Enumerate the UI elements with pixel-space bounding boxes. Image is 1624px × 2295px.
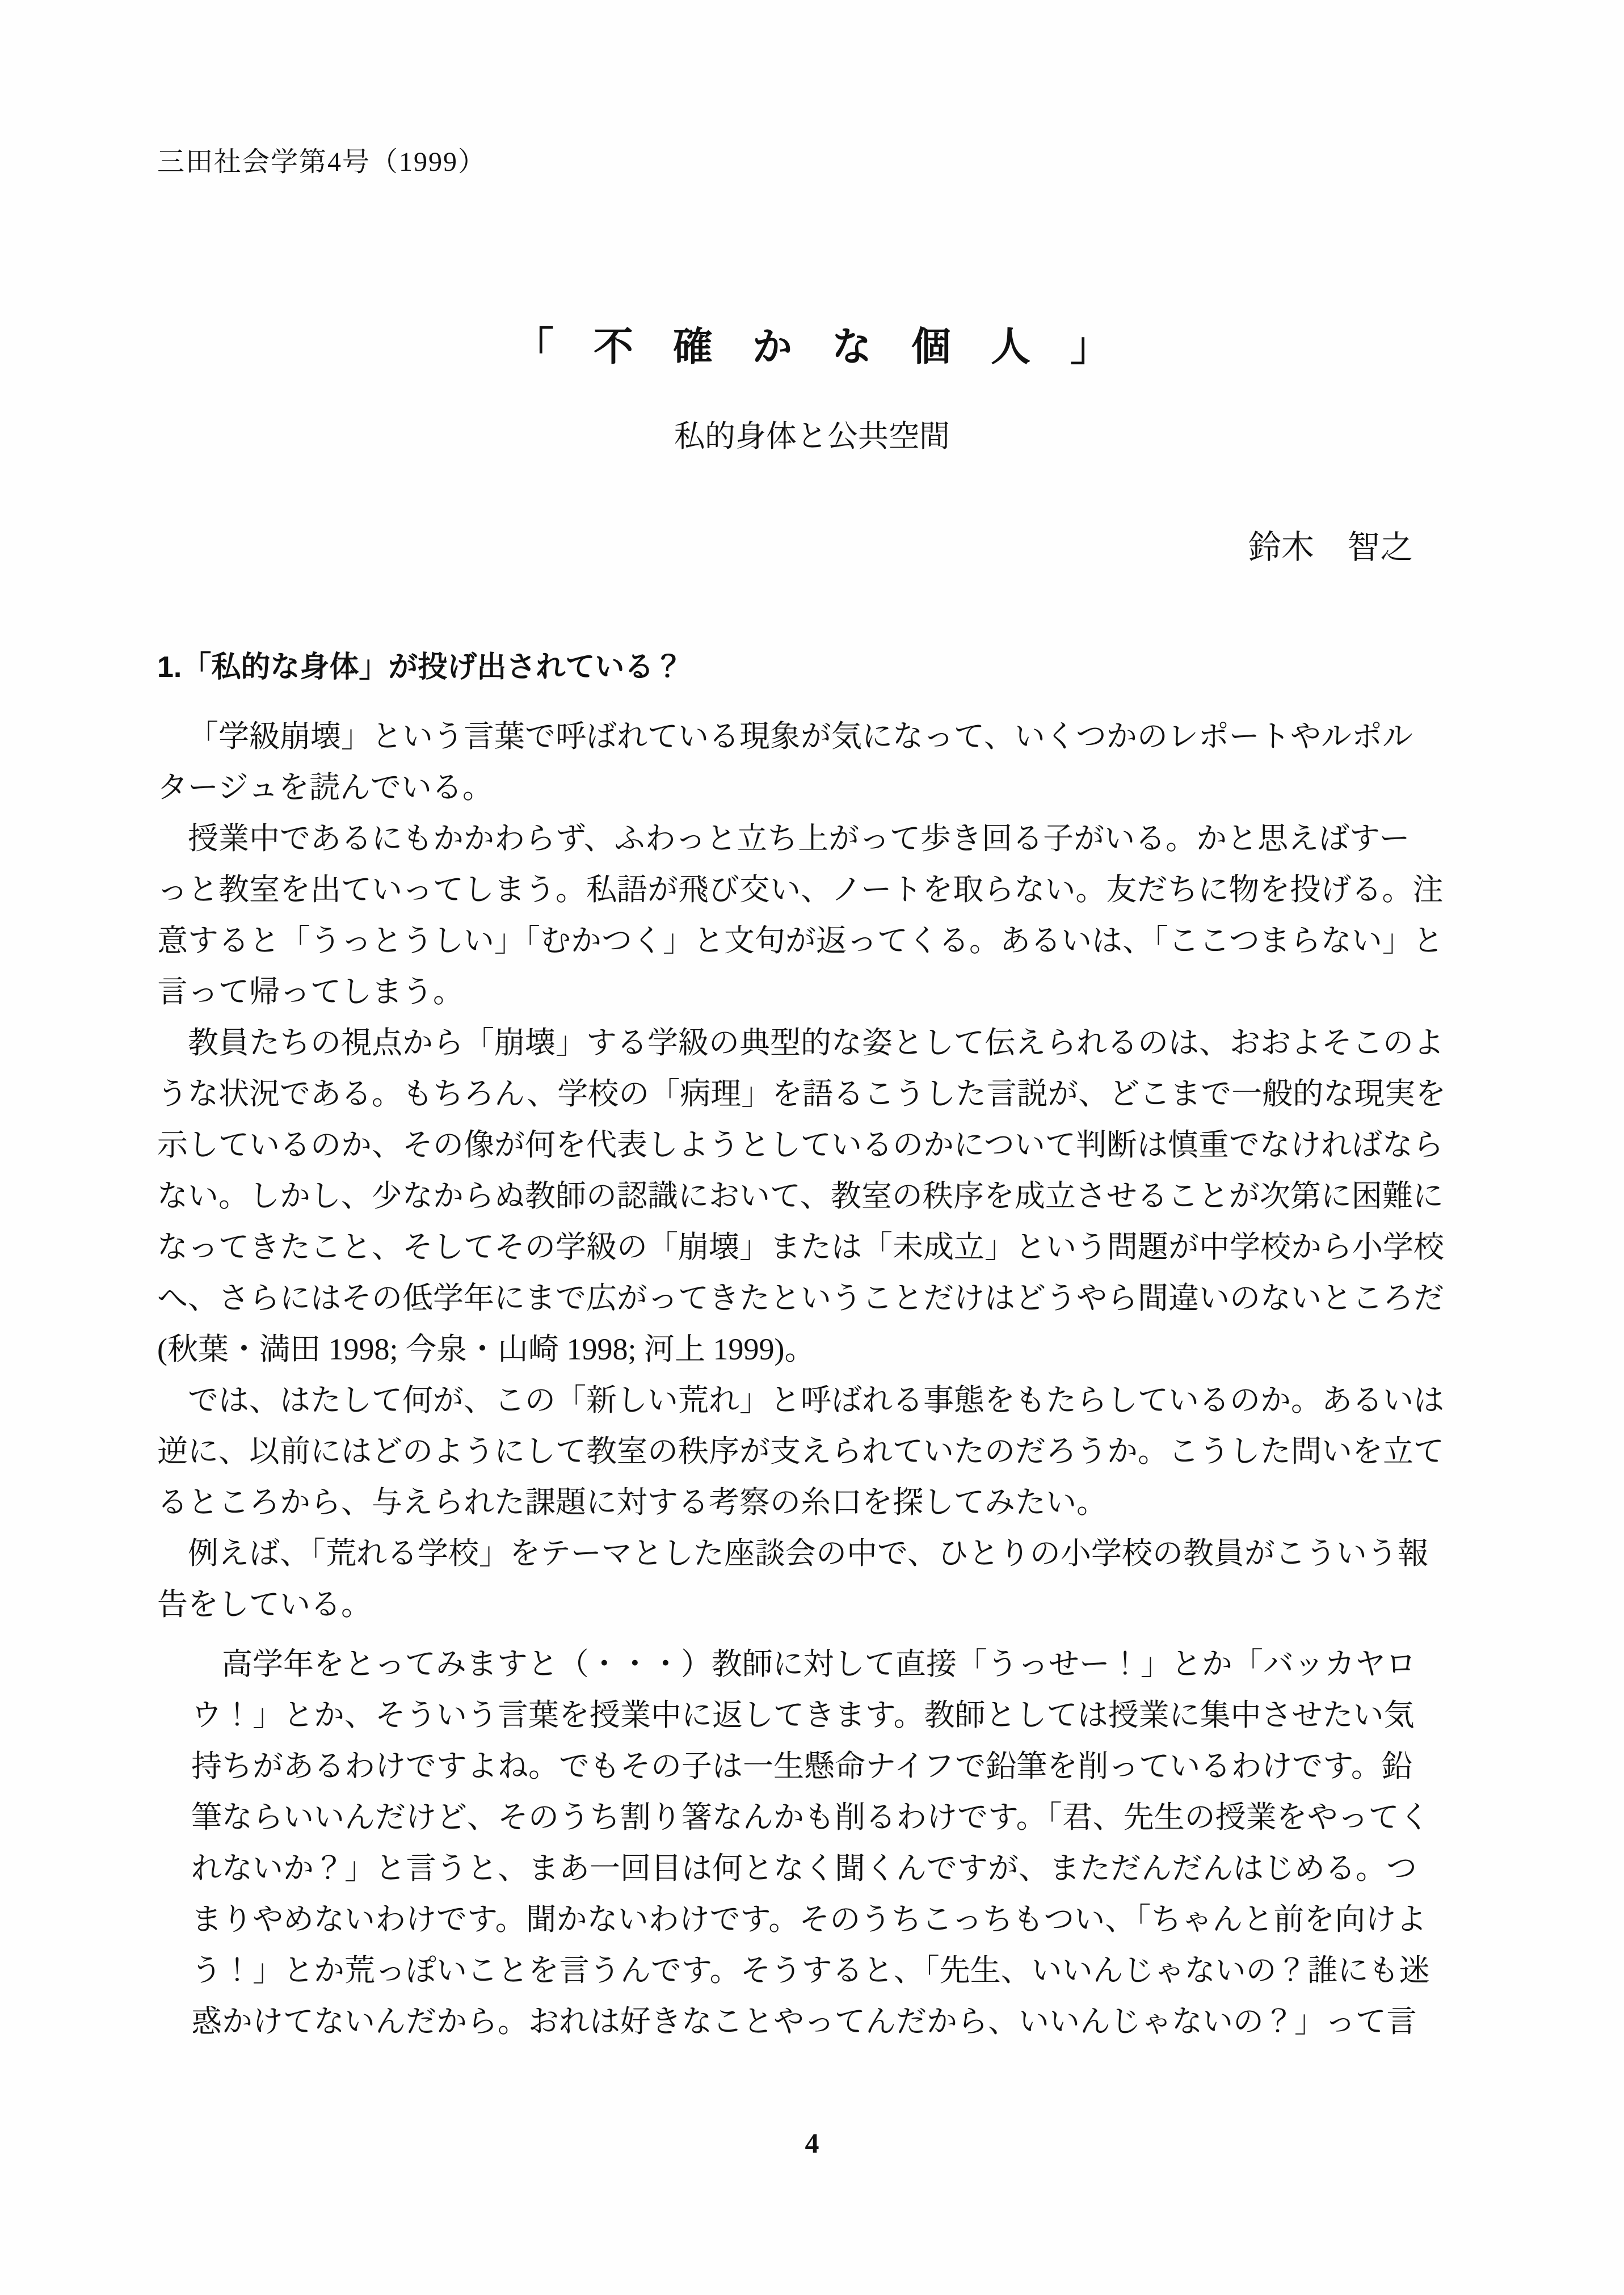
paragraph-line: 逆に、以前にはどのようにして教室の秩序が支えられていたのだろうか。こうした問いを立て <box>157 1434 1444 1468</box>
paragraph-line: では、はたして何が、この「新しい荒れ」と呼ばれる事態をもたらしているのか。あるいは <box>188 1383 1444 1417</box>
quote-line: れないか？」と言うと、まあ一回目は何となく聞くんですが、まただんだんはじめる。つ <box>191 1851 1417 1885</box>
paragraph-line: 示しているのか、その像が何を代表しようとしているのかについて判断は慎重でなければなら <box>157 1128 1444 1162</box>
paragraph <box>157 711 1467 813</box>
paper-subtitle: 私的身体と公共空間 <box>674 419 950 453</box>
author-name: 鈴木 智之 <box>1248 529 1413 566</box>
citation-line: (秋葉・満田 1998; 今泉・山崎 1998; 河上 1999)。 <box>157 1332 815 1366</box>
paragraph-line: なってきたこと、そしてその学級の「崩壊」または「未成立」という問題が中学校から小学校 <box>157 1230 1444 1264</box>
quote-line: ウ！」とか、そういう言葉を授業中に返してきます。教師としては授業に集中させたい気 <box>191 1698 1415 1732</box>
quote-line: 筆ならいいんだけど、そのうち割り箸なんかも削るわけです。「君、先生の授業をやってく <box>191 1800 1430 1834</box>
quote-line: 惑かけてないんだから。おれは好きなことやってんだから、いいんじゃないの？」って言 <box>191 2005 1417 2039</box>
paragraph-line: へ、さらにはその低学年にまで広がってきたということだけはどうやら間違いのないところだ <box>157 1281 1444 1315</box>
paragraph-line: タージュを読んでいる。 <box>157 770 493 805</box>
body-text <box>157 711 1467 1630</box>
quote-line: 高学年をとってみますと（・・・）教師に対して直接「うっせー！」とか「バッカヤロ <box>222 1647 1416 1681</box>
paragraph-line: っと教室を出ていってしまう。私語が飛び交い、ノートを取らない。友だちに物を投げる。注 <box>157 873 1444 907</box>
block-quote <box>191 1639 1467 2047</box>
quote-line: まりやめないわけです。聞かないわけです。そのうちこっちもつい、「ちゃんと前を向けよ <box>191 1902 1427 1936</box>
quote-line: う！」とか荒っぽいことを言うんです。そうすると、「先生、いいんじゃないの？誰にも迷 <box>191 1953 1430 1987</box>
paragraph <box>157 1528 1467 1630</box>
journal-header: 三田社会学第4号（1999） <box>157 147 487 177</box>
paragraph-line: 「学級崩壊」という言葉で呼ばれている現象が気になって、いくつかのレポートやルポル <box>188 719 1413 753</box>
section-heading: 1.「私的な身体」が投げ出されている？ <box>157 651 684 684</box>
quote-line: 持ちがあるわけですよね。でもその子は一生懸命ナイフで鉛筆を削っているわけです。鉛 <box>191 1749 1412 1783</box>
paragraph-line: るところから、与えられた課題に対する考察の糸口を探してみたい。 <box>157 1485 1107 1519</box>
paragraph-line: 言って帰ってしまう。 <box>157 975 464 1009</box>
paragraph-line: 教員たちの視点から「崩壊」する学級の典型的な姿として伝えられるのは、おおよそこのよ <box>188 1026 1444 1060</box>
paper-title: 「 不 確 か な 個 人 」 <box>514 326 1110 369</box>
paragraph <box>157 1017 1467 1375</box>
paragraph-line: 例えば、「荒れる学校」をテーマとした座談会の中で、ひとりの小学校の教員がこういう報 <box>188 1536 1428 1570</box>
paragraph-line: うな状況である。もちろん、学校の「病理」を語るこうした言説が、どこまで一般的な現実を <box>157 1077 1446 1111</box>
paragraph-line: 告をしている。 <box>157 1587 372 1622</box>
paragraph-line: ない。しかし、少なからぬ教師の認識において、教室の秩序を成立させることが次第に困難に <box>157 1179 1444 1213</box>
paragraph-line: 授業中であるにもかかわらず、ふわっと立ち上がって歩き回る子がいる。かと思えばすー <box>188 822 1410 856</box>
paragraph <box>157 1375 1467 1528</box>
page-number: 4 <box>805 2127 819 2159</box>
paragraph-line: 意すると「うっとうしい」「むかつく」と文句が返ってくる。あるいは、「ここつまらない」と <box>157 924 1444 958</box>
paragraph <box>157 813 1467 1017</box>
